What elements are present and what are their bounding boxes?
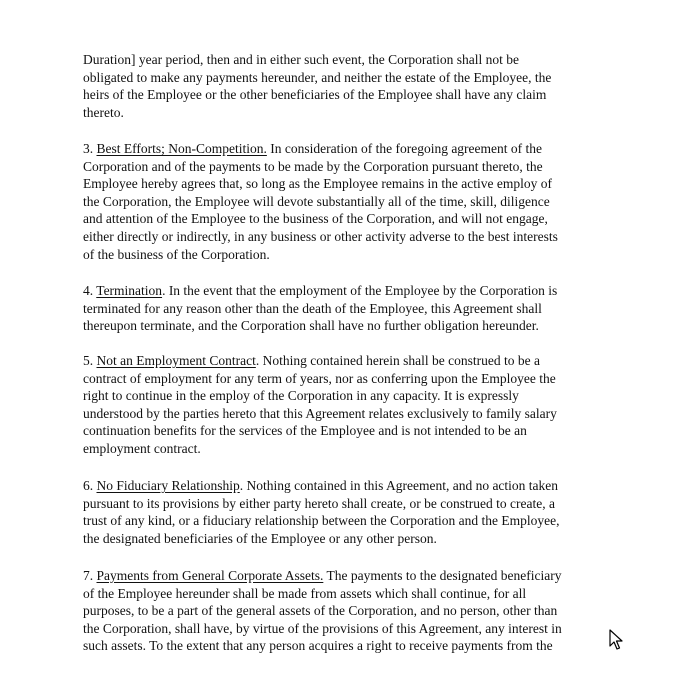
paragraph-line: the Corporation, shall have, by virtue of the provisions of this Agreement, any interest in [83, 620, 562, 636]
paragraph-line: Employee hereby agrees that, so long as the Employee remains in the active employ of [83, 176, 552, 192]
paragraph-text: . Nothing contained herein shall be construed to be a [255, 353, 541, 368]
paragraph-first-line [83, 477, 603, 495]
section-4-termination [83, 282, 603, 335]
section-6-no-fiduciary [83, 477, 603, 547]
section-heading: Best Efforts; Non-Competition. [96, 141, 267, 156]
paragraph-line: heirs of the Employee or the other beneficiaries of the Employee shall have any claim [83, 87, 547, 103]
paragraph-first-line [83, 282, 603, 300]
paragraph-line: the Corporation, the Employee will devote substantially all of the time, skill, diligence [83, 193, 550, 209]
paragraph-line: thereto. [83, 104, 124, 120]
paragraph-line: the designated beneficiaries of the Employee or any other person. [83, 530, 437, 546]
paragraph-line: such assets. To the extent that any person acquires a right to receive payments from the [83, 638, 553, 654]
section-number: 3. [83, 141, 94, 156]
section-number: 6. [83, 478, 94, 493]
paragraph-line: Corporation and of the payments to be made by the Corporation pursuant thereto, the [83, 158, 543, 174]
paragraph-line: employment contract. [83, 440, 201, 456]
section-5-not-employment-contract [83, 352, 603, 458]
section-heading: Payments from General Corporate Assets. [96, 568, 324, 583]
paragraph-first-line [83, 567, 603, 585]
paragraph-line: contract of employment for any term of years, nor as conferring upon the Employee the [83, 370, 556, 386]
paragraph-line: either directly or indirectly, in any business or other activity adverse to the best interests [83, 228, 558, 244]
paragraph-line: continuation benefits for the services of the Employee and is not intended to be an [83, 423, 527, 439]
paragraph-line: obligated to make any payments hereunder, and neither the estate of the Employee, the [83, 69, 552, 85]
paragraph-first-line [83, 352, 603, 370]
paragraph-line: terminated for any reason other than the death of the Employee, this Agreement shall [83, 300, 542, 316]
mouse-pointer-icon [609, 629, 623, 651]
section-heading: No Fiduciary Relationship [96, 478, 240, 493]
paragraph-text: . Nothing contained in this Agreement, and no action taken [239, 478, 559, 493]
section-number: 5. [83, 353, 94, 368]
paragraph-continuation [83, 51, 603, 121]
paragraph-line: purposes, to be a part of the general assets of the Corporation, and no person, other than [83, 603, 558, 619]
section-number: 7. [83, 568, 94, 583]
section-3-best-efforts [83, 140, 603, 263]
paragraph-text: The payments to the designated beneficiary [323, 568, 562, 583]
section-heading: Termination [96, 283, 163, 298]
paragraph-line: Duration] year period, then and in either such event, the Corporation shall not be [83, 52, 519, 67]
paragraph-line: right to continue in the employ of the Corporation in any capacity. It is expressly [83, 388, 519, 404]
section-number: 4. [83, 283, 94, 298]
paragraph-line: pursuant to its provisions by either party hereto shall create, or be construed to create, a [83, 495, 555, 511]
paragraph-line: of the business of the Corporation. [83, 246, 270, 262]
paragraph-line: understood by the parties hereto that this Agreement relates exclusively to family salary [83, 405, 557, 421]
paragraph-line: of the Employee hereunder shall be made from assets which shall continue, for all [83, 585, 527, 601]
paragraph-line: and attention of the Employee to the business of the Corporation, and will not engage, [83, 211, 548, 227]
paragraph-line: thereupon terminate, and the Corporation shall have no further obligation hereunder. [83, 318, 539, 334]
paragraph-line: trust of any kind, or a fiduciary relationship between the Corporation and the Employee, [83, 513, 560, 529]
paragraph-text: . In the event that the employment of the Employee by the Corporation is [162, 283, 558, 298]
section-heading: Not an Employment Contract [96, 353, 256, 368]
paragraph-text: In consideration of the foregoing agreement of the [266, 141, 543, 156]
section-7-general-assets [83, 567, 603, 655]
paragraph-first-line [83, 140, 603, 158]
